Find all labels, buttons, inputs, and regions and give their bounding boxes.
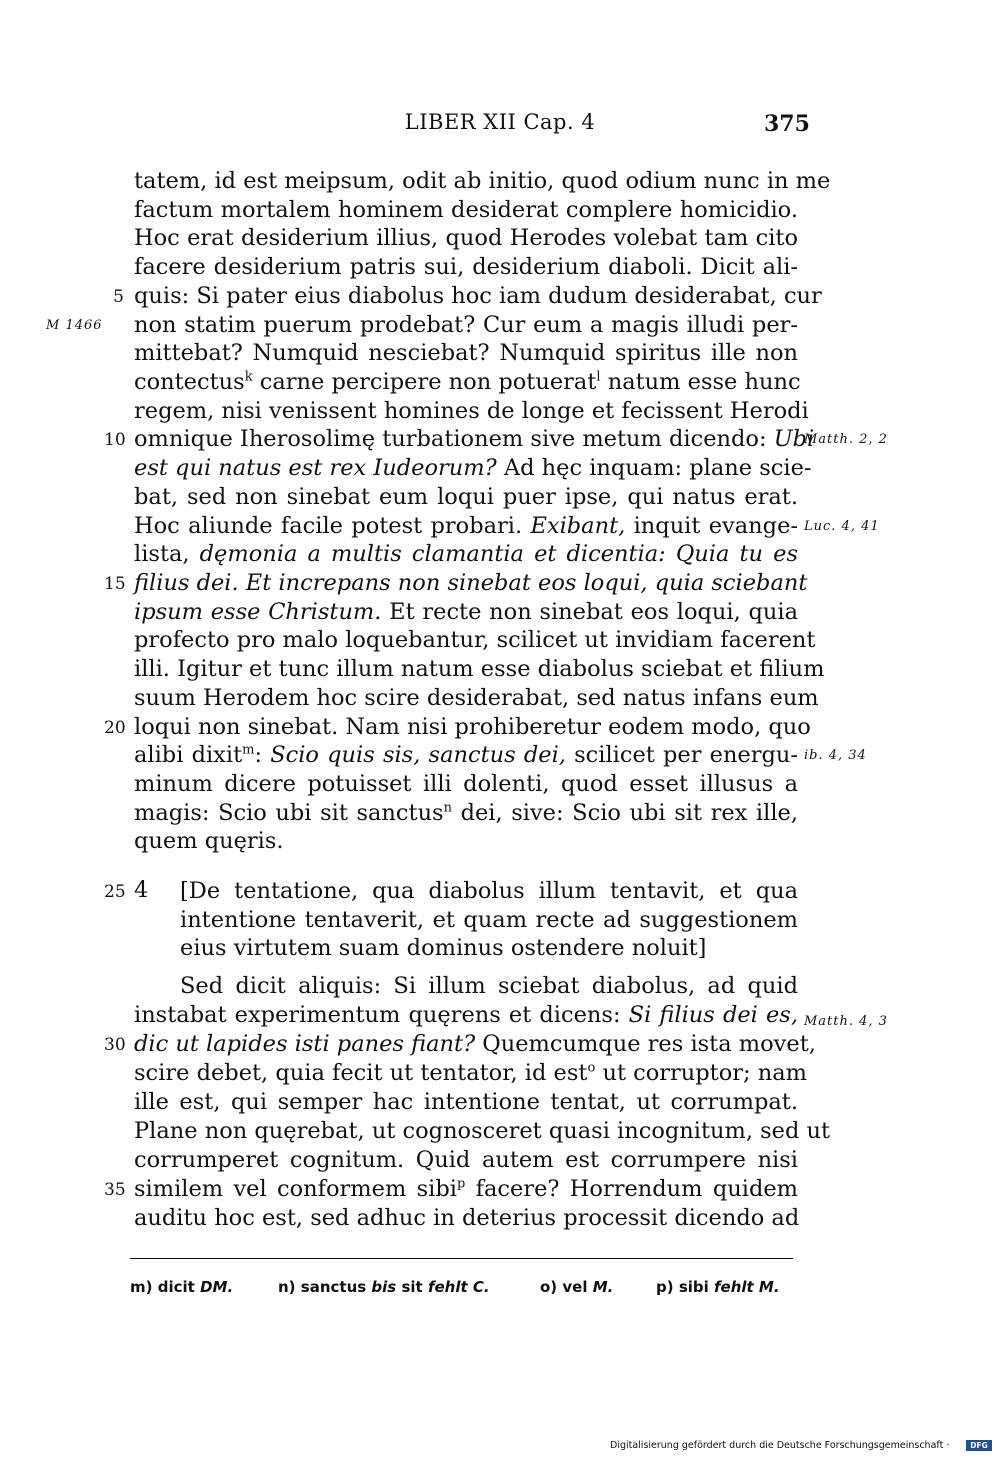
text-line: corrumperet cognitum. Quid autem est corrumpere nisi — [134, 1147, 798, 1173]
footnote: p) sibi fehlt M. — [656, 1278, 780, 1296]
bible-quote: dęmonia a multis clamantia et dicentia: Quia tu es — [199, 541, 798, 567]
text-line: bat, sed non sinebat eum loqui puer ipse, qui natus erat. — [134, 484, 798, 510]
bible-quote: est qui natus est rex Iudeorum? — [134, 455, 497, 481]
margin-reference: M 1466 — [46, 318, 103, 333]
line-number: 30 — [104, 1035, 126, 1055]
note-mark: p — [456, 1176, 466, 1192]
text-line: Plane non quęrebat, ut cognosceret quasi incognitum, sed ut — [134, 1118, 831, 1144]
running-header: LIBER XII Cap. 4 — [404, 110, 596, 134]
margin-reference: ib. 4, 34 — [804, 748, 867, 763]
margin-reference: Matth. 4, 3 — [804, 1014, 888, 1029]
bible-quote: Ubi — [773, 426, 815, 452]
footnote: n) sanctus bis sit fehlt C. — [278, 1278, 490, 1296]
line-number: 5 — [113, 287, 124, 307]
line-number: 10 — [104, 430, 126, 450]
note-mark: n — [443, 800, 452, 816]
note-mark: o — [587, 1060, 596, 1076]
text-line: loqui non sinebat. Nam nisi prohiberetur eodem modo, quo — [134, 714, 811, 740]
text-line: ille est, qui semper hac intentione tentat, ut corrumpat. — [134, 1089, 798, 1115]
text-line: omnique Iherosolimę turbationem sive metum dicendo: Ubi — [134, 426, 815, 452]
page-number: 375 — [764, 111, 810, 137]
text-line: Hoc aliunde facile potest probari. Exibant, inquit evange- — [134, 513, 798, 539]
line-number: 25 — [104, 882, 126, 902]
text-line: magis: Scio ubi sit sanctus$^n$ dei, sive: Scio ubi sit rex ille, — [134, 800, 798, 826]
margin-reference: Luc. 4, 41 — [804, 519, 880, 534]
text-line — [134, 569, 808, 598]
bible-quote: Exibant, — [530, 513, 626, 539]
text-line: factum mortalem hominem desiderat complere homicidio. — [134, 197, 798, 223]
text-line: Hoc erat desiderium illius, quod Herodes volebat tam cito — [134, 225, 798, 251]
line-number: 15 — [104, 574, 126, 594]
text-line: Sed dicit aliquis: Si illum sciebat diabolus, ad quid — [180, 973, 798, 999]
text-line: est qui natus est rex Iudeorum? Ad hęc inquam: plane scie- — [134, 455, 812, 481]
line-number: 35 — [104, 1180, 126, 1200]
text-line: alibi dixit$^m$: Scio quis sis, sanctus dei, scilicet per energu- — [134, 742, 798, 768]
bible-quote: ipsum esse Christum. — [134, 599, 382, 625]
text-line: similem vel conformem sibi$^p$ facere? Horrendum quidem — [134, 1176, 798, 1202]
section-heading-line: intentione tentaverit, et quam recte ad suggestionem — [180, 907, 798, 933]
text-line: tatem, id est meipsum, odit ab initio, quod odium nunc in me — [134, 168, 831, 194]
note-mark: l — [596, 369, 601, 385]
text-line: ipsum esse Christum. Et recte non sinebat eos loqui, quia — [134, 599, 798, 625]
footnote: o) vel M. — [540, 1278, 614, 1296]
bible-quote: Si filius dei es, — [628, 1002, 798, 1028]
text-line: scire debet, quia fecit ut tentator, id est$^o$ ut corruptor; nam — [134, 1060, 808, 1086]
line-number: 20 — [104, 718, 126, 738]
bible-quote: Scio quis sis, sanctus dei, — [270, 742, 566, 768]
text-line: quem quęris. — [134, 828, 284, 854]
text-line: quis: Si pater eius diabolus hoc iam dudum desiderabat, cur — [134, 283, 822, 309]
section-number: 4 — [134, 877, 149, 903]
note-mark: m — [242, 742, 255, 758]
bible-quote: filius dei. Et increpans non sinebat eos loqui, quia sciebant — [134, 570, 808, 596]
text-line: minum dicere potuisset illi dolenti, quod esset illusus a — [134, 771, 798, 797]
dfg-logo: DFG — [966, 1440, 992, 1451]
text-line: profecto pro malo loquebantur, scilicet ut invidiam facerent — [134, 627, 816, 653]
bible-quote: dic ut lapides isti panes fiant? — [134, 1031, 476, 1057]
text-line: non statim puerum prodebat? Cur eum a magis illudi per- — [134, 312, 798, 338]
footnote-divider — [130, 1258, 793, 1259]
text-line: mittebat? Numquid nesciebat? Numquid spiritus ille non — [134, 340, 798, 366]
text-line: regem, nisi venissent homines de longe et fecissent Herodi — [134, 398, 809, 424]
text-line: auditu hoc est, sed adhuc in deterius processit dicendo ad — [134, 1205, 800, 1231]
footnote: m) dicit DM. — [130, 1278, 234, 1296]
digitization-credit: Digitalisierung gefördert durch die Deutsche Forschungsgemeinschaft · — [610, 1440, 950, 1451]
text-line: suum Herodem hoc scire desiderabat, sed natus infans eum — [134, 685, 819, 711]
text-line: illi. Igitur et tunc illum natum esse diabolus sciebat et filium — [134, 656, 825, 682]
note-mark: k — [244, 369, 253, 385]
text-line: contectus$^k$ carne percipere non potuerat$^l$ natum esse hunc — [134, 369, 801, 395]
text-line: dic ut lapides isti panes fiant? Quemcumque res ista movet, — [134, 1031, 816, 1057]
text-line: lista, dęmonia a multis clamantia et dicentia: Quia tu es — [134, 541, 798, 567]
margin-reference: Matth. 2, 2 — [804, 432, 888, 447]
section-heading-line: eius virtutem suam dominus ostendere noluit] — [180, 935, 707, 961]
text-line: facere desiderium patris sui, desiderium diaboli. Dicit ali- — [134, 254, 798, 280]
text-line: instabat experimentum quęrens et dicens: Si filius dei es, — [134, 1002, 798, 1028]
section-heading-line: [De tentatione, qua diabolus illum tentavit, et qua — [180, 878, 798, 904]
